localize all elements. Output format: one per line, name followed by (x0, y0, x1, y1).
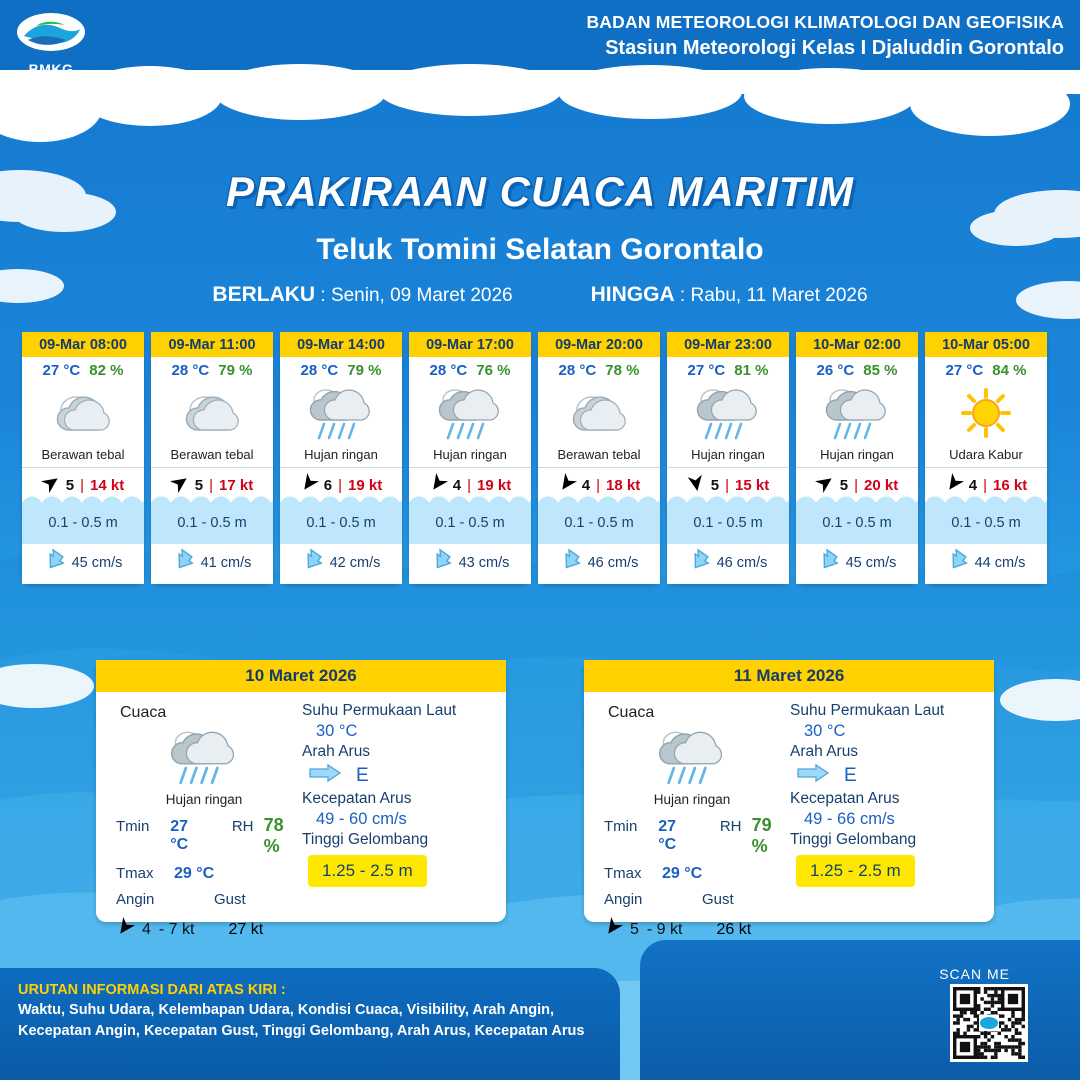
qr-code[interactable] (950, 984, 1028, 1062)
wind-separator: | (983, 476, 988, 494)
forecast-wave (151, 502, 273, 544)
forecast-temp-hum (409, 357, 531, 381)
daily-gust-label: Gust (214, 891, 246, 908)
daily-sst-value: 30 °C (316, 722, 358, 740)
forecast-current (151, 544, 273, 584)
daily-cuaca-label: Cuaca (608, 704, 655, 721)
forecast-wave (280, 502, 402, 544)
forecast-temperature: 28 °C (558, 362, 597, 379)
daily-arus-value: E (356, 764, 369, 786)
forecast-wave (667, 502, 789, 544)
forecast-current-speed: 45 cm/s (71, 555, 123, 571)
daily-panel-list (96, 660, 996, 938)
daily-tmin-value: 27 °C (170, 818, 189, 853)
daily-condition: Hujan ringan (165, 792, 243, 807)
bmkg-logo-label: BMKG (28, 61, 74, 77)
forecast-current (667, 544, 789, 584)
daily-tmax-row (106, 865, 302, 883)
forecast-current (796, 544, 918, 584)
current-arrow-icon (173, 550, 195, 576)
rain-light-icon (106, 724, 302, 790)
forecast-current (409, 544, 531, 584)
forecast-wind-visibility: 5 (194, 476, 204, 494)
daily-angin-label: Angin (116, 891, 155, 908)
daily-date: 10 Maret 2026 (96, 660, 506, 692)
wind-separator: | (725, 476, 730, 494)
forecast-temperature: 28 °C (171, 362, 210, 379)
cloud-heavy-icon (22, 381, 144, 447)
daily-forecast-panel (584, 660, 994, 938)
forecast-condition: Hujan ringan (691, 447, 765, 462)
daily-gust-value: 26 kt (716, 920, 752, 938)
bmkg-logo-icon (14, 10, 88, 54)
forecast-wind-visibility: 5 (839, 476, 849, 494)
forecast-wave-height: 0.1 - 0.5 m (435, 515, 505, 531)
forecast-wave-height: 0.1 - 0.5 m (693, 515, 763, 531)
daily-tmin-label: Tmin (116, 818, 150, 835)
forecast-wind-visibility: 4 (581, 476, 591, 494)
daily-rh-value: 78 % (263, 815, 284, 856)
daily-rh-label: RH (231, 818, 254, 835)
bmkg-logo (14, 10, 88, 76)
forecast-wind-visibility: 5 (710, 476, 720, 494)
forecast-temperature: 27 °C (945, 362, 984, 379)
header-line2: Stasiun Meteorologi Kelas I Djaluddin Gorontalo (605, 37, 1064, 59)
forecast-wave (796, 502, 918, 544)
forecast-wave (22, 502, 144, 544)
forecast-wind-speed: 19 kt (477, 476, 512, 494)
daily-arus-row (308, 763, 496, 788)
forecast-current (538, 544, 660, 584)
forecast-wind-visibility: 4 (968, 476, 978, 494)
forecast-wave (538, 502, 660, 544)
forecast-time: 09-Mar 20:00 (538, 332, 660, 357)
daily-tmin-label: Tmin (604, 818, 638, 835)
forecast-current-speed: 44 cm/s (974, 555, 1026, 571)
daily-tmax-label: Tmax (116, 865, 154, 882)
page-subtitle: Teluk Tomini Selatan Gorontalo (316, 233, 764, 266)
current-arrow-icon (818, 550, 840, 576)
forecast-temperature: 26 °C (816, 362, 855, 379)
forecast-humidity: 85 % (863, 362, 898, 379)
current-arrow-icon (44, 550, 66, 576)
wind-separator: | (596, 476, 601, 494)
forecast-card (796, 332, 918, 584)
rain-light-icon (594, 724, 790, 790)
forecast-time: 09-Mar 11:00 (151, 332, 273, 357)
daily-kecepatan-value: 49 - 66 cm/s (804, 810, 895, 828)
forecast-temperature: 27 °C (42, 362, 81, 379)
daily-kecepatan-value: 49 - 60 cm/s (316, 810, 407, 828)
forecast-temp-hum (667, 357, 789, 381)
daily-sst-label: Suhu Permukaan Laut (302, 702, 457, 719)
forecast-humidity: 81 % (734, 362, 769, 379)
forecast-condition: Hujan ringan (433, 447, 507, 462)
forecast-temperature: 28 °C (300, 362, 339, 379)
forecast-wind-speed: 18 kt (606, 476, 641, 494)
legend-line2: Kecepatan Angin, Kecepatan Gust, Tinggi Gelombang, Arah Arus, Kecepatan Arus (18, 1023, 585, 1040)
validity-row (0, 283, 1080, 307)
forecast-condition: Hujan ringan (304, 447, 378, 462)
forecast-wave (925, 502, 1047, 544)
wind-direction-arrow-icon (604, 918, 622, 941)
daily-gelombang-label: Tinggi Gelombang (302, 831, 429, 848)
forecast-current-speed: 46 cm/s (716, 555, 768, 571)
forecast-card (22, 332, 144, 584)
forecast-wave-height: 0.1 - 0.5 m (822, 515, 892, 531)
valid-from-value: Senin, 09 Maret 2026 (330, 285, 513, 306)
page-title: PRAKIRAAN CUACA MARITIM (225, 168, 855, 215)
daily-left-column (106, 700, 302, 938)
forecast-wind-speed: 17 kt (219, 476, 254, 494)
forecast-temp-hum (796, 357, 918, 381)
wind-separator: | (80, 476, 85, 494)
daily-wind-speed: - 9 kt (646, 920, 683, 938)
daily-gust-label: Gust (702, 891, 734, 908)
forecast-current-speed: 43 cm/s (458, 555, 510, 571)
daily-cuaca-label: Cuaca (120, 704, 167, 721)
forecast-wind-speed: 19 kt (348, 476, 383, 494)
forecast-wind-speed: 20 kt (864, 476, 899, 494)
current-arrow-icon (947, 550, 969, 576)
daily-angin-row (594, 891, 790, 908)
daily-rh-value: 79 % (751, 815, 772, 856)
daily-tmin-value: 27 °C (658, 818, 677, 853)
cloud-heavy-icon (538, 381, 660, 447)
daily-tmax-value: 29 °C (174, 865, 215, 882)
daily-wind-dir: 4 (142, 920, 151, 938)
current-arrow-icon (302, 550, 324, 576)
rain-light-icon (667, 381, 789, 447)
forecast-wave-height: 0.1 - 0.5 m (306, 515, 376, 531)
daily-arus-row (796, 763, 984, 788)
forecast-temp-hum (538, 357, 660, 381)
forecast-wind-visibility: 6 (323, 476, 333, 494)
forecast-condition: Berawan tebal (41, 447, 125, 462)
rain-light-icon (409, 381, 531, 447)
daily-wind-speed: - 7 kt (158, 920, 195, 938)
legend-panel (0, 968, 620, 1080)
valid-from-label: BERLAKU (212, 283, 316, 306)
daily-rh-label: RH (719, 818, 742, 835)
wind-direction-arrow-icon (116, 918, 134, 941)
daily-right-column (790, 700, 984, 912)
daily-tmin-row (594, 815, 790, 857)
forecast-humidity: 84 % (992, 362, 1027, 379)
forecast-wave-height: 0.1 - 0.5 m (951, 515, 1021, 531)
forecast-card (409, 332, 531, 584)
daily-arus-value: E (844, 764, 857, 786)
valid-to-value: Rabu, 11 Maret 2026 (690, 285, 868, 306)
forecast-humidity: 82 % (89, 362, 124, 379)
forecast-wave-height: 0.1 - 0.5 m (48, 515, 118, 531)
forecast-card (280, 332, 402, 584)
cloud-heavy-icon (151, 381, 273, 447)
forecast-wind-visibility: 4 (452, 476, 462, 494)
forecast-current-speed: 41 cm/s (200, 555, 252, 571)
current-arrow-icon (431, 550, 453, 576)
forecast-time: 09-Mar 14:00 (280, 332, 402, 357)
forecast-wave (409, 502, 531, 544)
forecast-card (925, 332, 1047, 584)
legend-title: URUTAN INFORMASI DARI ATAS KIRI : (18, 982, 286, 998)
daily-tmax-value: 29 °C (662, 865, 703, 882)
valid-to-label: HINGGA (590, 283, 675, 306)
daily-tmin-row (106, 815, 302, 857)
forecast-humidity: 79 % (218, 362, 253, 379)
header-titles (586, 12, 1064, 60)
forecast-wind-speed: 15 kt (735, 476, 770, 494)
forecast-current-speed: 45 cm/s (845, 555, 897, 571)
forecast-time: 09-Mar 23:00 (667, 332, 789, 357)
forecast-current (925, 544, 1047, 584)
daily-angin-row (106, 891, 302, 908)
daily-date: 11 Maret 2026 (584, 660, 994, 692)
header-line1: BADAN METEOROLOGI KLIMATOLOGI DAN GEOFISIKA (586, 12, 1064, 32)
daily-gust-value: 27 kt (228, 920, 264, 938)
current-arrow-icon (689, 550, 711, 576)
forecast-time: 09-Mar 08:00 (22, 332, 144, 357)
forecast-time: 09-Mar 17:00 (409, 332, 531, 357)
forecast-temperature: 27 °C (687, 362, 726, 379)
qr-code-image (953, 987, 1025, 1059)
forecast-condition: Hujan ringan (820, 447, 894, 462)
daily-condition: Hujan ringan (653, 792, 731, 807)
forecast-wind-visibility: 5 (65, 476, 75, 494)
wind-separator: | (338, 476, 343, 494)
daily-gelombang-value: 1.25 - 2.5 m (796, 855, 915, 887)
forecast-temp-hum (280, 357, 402, 381)
daily-tmax-label: Tmax (604, 865, 642, 882)
daily-gelombang-label: Tinggi Gelombang (790, 831, 917, 848)
forecast-current-speed: 46 cm/s (587, 555, 639, 571)
current-arrow-icon (560, 550, 582, 576)
rain-light-icon (796, 381, 918, 447)
forecast-condition: Udara Kabur (949, 447, 1023, 462)
current-direction-arrow-icon (796, 763, 830, 788)
forecast-current-speed: 42 cm/s (329, 555, 381, 571)
forecast-current (280, 544, 402, 584)
daily-wind-dir: 5 (630, 920, 639, 938)
sun-haze-icon (925, 381, 1047, 447)
forecast-temp-hum (22, 357, 144, 381)
daily-arus-label: Arah Arus (302, 743, 371, 760)
rain-light-icon (280, 381, 402, 447)
forecast-card (538, 332, 660, 584)
forecast-wave-height: 0.1 - 0.5 m (564, 515, 634, 531)
forecast-temp-hum (925, 357, 1047, 381)
daily-body (96, 692, 506, 938)
forecast-condition: Berawan tebal (170, 447, 254, 462)
daily-forecast-panel (96, 660, 506, 938)
daily-sst-value: 30 °C (804, 722, 846, 740)
forecast-card (151, 332, 273, 584)
daily-wind-line (116, 918, 302, 941)
valid-from: BERLAKU : Senin, 09 Maret 2026 (212, 283, 513, 306)
forecast-card (667, 332, 789, 584)
daily-wind-line (604, 918, 790, 941)
forecast-humidity: 76 % (476, 362, 511, 379)
daily-gelombang-value: 1.25 - 2.5 m (308, 855, 427, 887)
forecast-time: 10-Mar 02:00 (796, 332, 918, 357)
daily-kecepatan-label: Kecepatan Arus (302, 790, 412, 807)
forecast-humidity: 78 % (605, 362, 640, 379)
valid-to: HINGGA : Rabu, 11 Maret 2026 (590, 283, 868, 306)
forecast-time: 10-Mar 05:00 (925, 332, 1047, 357)
wind-separator: | (467, 476, 472, 494)
daily-body (584, 692, 994, 938)
forecast-wave-height: 0.1 - 0.5 m (177, 515, 247, 531)
daily-sst-label: Suhu Permukaan Laut (790, 702, 945, 719)
forecast-temp-hum (151, 357, 273, 381)
forecast-card-list (22, 332, 1058, 584)
daily-right-column (302, 700, 496, 912)
forecast-condition: Berawan tebal (557, 447, 641, 462)
daily-arus-label: Arah Arus (790, 743, 859, 760)
current-direction-arrow-icon (308, 763, 342, 788)
header (0, 0, 1080, 120)
daily-left-column (594, 700, 790, 938)
daily-tmax-row (594, 865, 790, 883)
daily-kecepatan-label: Kecepatan Arus (790, 790, 900, 807)
wind-separator: | (854, 476, 859, 494)
forecast-temperature: 28 °C (429, 362, 468, 379)
scan-me-label: SCAN ME (939, 966, 1010, 982)
forecast-wind-speed: 16 kt (993, 476, 1028, 494)
forecast-wind-speed: 14 kt (90, 476, 125, 494)
forecast-humidity: 79 % (347, 362, 382, 379)
legend-line1: Waktu, Suhu Udara, Kelembapan Udara, Kondisi Cuaca, Visibility, Arah Angin, (18, 1002, 555, 1018)
wind-separator: | (209, 476, 214, 494)
daily-angin-label: Angin (604, 891, 643, 908)
forecast-current (22, 544, 144, 584)
